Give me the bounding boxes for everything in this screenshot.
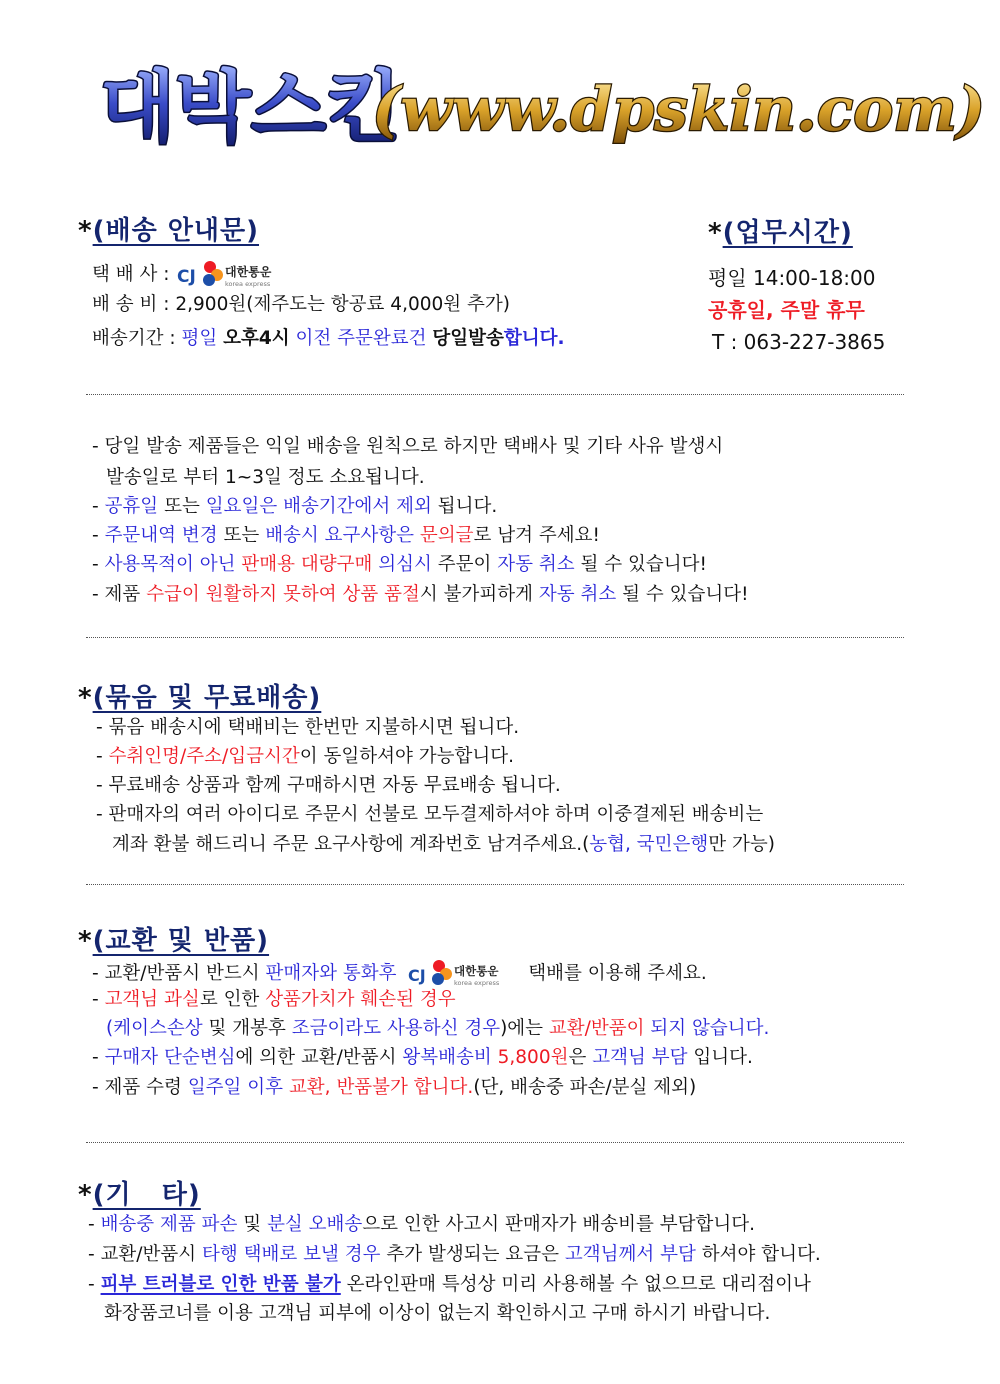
- etc2-customer: 고객님께서 부담: [564, 1244, 696, 1265]
- notice-5: [92, 582, 749, 608]
- etc3-no-return: 피부 트러블로 인한 반품 불가: [100, 1274, 341, 1295]
- bundle-title: [78, 677, 321, 714]
- ex2-fault: 고객님 과실: [104, 989, 200, 1010]
- exchange-title: [78, 920, 269, 957]
- fee-label: 배 송 비 :: [92, 294, 170, 315]
- title-star: *: [78, 683, 93, 713]
- title-star: *: [78, 1180, 93, 1210]
- bundle-refund: 계좌 환불 해드리니 주문 요구사항에 계좌번호 남겨주세요.(: [112, 834, 590, 855]
- business-hours-closed: 공휴일, 주말 휴무: [708, 298, 865, 322]
- etc1-end: 으로 인한 사고시 판매자가 배송비를 부담합니다.: [362, 1214, 756, 1235]
- etc2-extra: 추가 발생되는 요금은: [380, 1244, 565, 1265]
- title-star: *: [708, 218, 723, 248]
- business-hours-title: [708, 212, 853, 249]
- notice-1b: 발송일로 부터 1~3일 정도 소요됩니다.: [106, 467, 425, 488]
- period-complete: 주문완료건: [337, 328, 427, 349]
- cj-logo: [175, 258, 295, 292]
- business-hours-title-text: (업무시간): [722, 218, 853, 248]
- cj-petal-blue: [432, 973, 444, 985]
- divider: [86, 394, 904, 395]
- ex3-case: (케이스손상: [106, 1018, 203, 1039]
- brand-logo-graphic: [0, 52, 1000, 162]
- notice-4: [92, 552, 707, 578]
- n4-auto-cancel: 자동 취소: [497, 554, 575, 575]
- n3-request: 배송시 요구사항은: [265, 525, 420, 546]
- period-weekday: 평일: [181, 328, 218, 349]
- ex4-by: 에 의한 교환/반품시: [235, 1047, 403, 1068]
- etc2-end: 하셔야 합니다.: [695, 1244, 821, 1265]
- etc-title-text: (기 타): [92, 1180, 201, 1210]
- bundle-1: - 묶음 배송시에 택배비는 한번만 지불하시면 됩니다.: [96, 717, 520, 738]
- business-hours-weekday: 평일 14:00-18:00: [708, 266, 876, 290]
- n4-order: 주문이: [431, 554, 498, 575]
- cj-name: 대한통운: [225, 265, 272, 279]
- n5-product: - 제품: [92, 584, 147, 605]
- dash: -: [92, 554, 105, 575]
- title-star: *: [78, 216, 93, 246]
- etc-2: [88, 1242, 821, 1268]
- n5-soldout: 상품 품절: [342, 584, 420, 605]
- ex3-used: 조금이라도 사용하신 경우: [291, 1018, 501, 1039]
- n3-end: 로 남겨 주세요!: [473, 525, 600, 546]
- period-end: 합니다.: [503, 328, 565, 349]
- shipping-title: [78, 210, 259, 247]
- ex5-nope: 교환, 반품불가 합니다.: [288, 1077, 474, 1098]
- notice-3: [92, 523, 600, 549]
- cj-logo: [406, 957, 518, 991]
- courier-line: [92, 258, 295, 292]
- dash: -: [88, 1214, 101, 1235]
- brand-name: 대박스킨: [100, 63, 402, 153]
- cj-mark: CJ: [177, 267, 197, 287]
- exchange-4: [92, 1045, 753, 1071]
- period-before: 이전: [295, 328, 332, 349]
- etc-4: 화장품코너를 이용 고객님 피부에 이상이 없는지 확인하시고 구매 하시기 바랍니다.: [104, 1303, 771, 1324]
- fee-value: 2,900원(제주도는 항공료 4,000원 추가): [175, 294, 510, 315]
- dash: -: [92, 1047, 105, 1068]
- ex1-call: 판매자와 통화후: [265, 963, 397, 984]
- n2-holiday: 공휴일: [104, 496, 159, 517]
- exchange-5: [92, 1075, 696, 1101]
- fee-line: [92, 292, 510, 318]
- ex5-week: 일주일 이후: [187, 1077, 289, 1098]
- ex1-end: 택배를 이용해 주세요.: [522, 963, 707, 984]
- ex1-start: - 교환/반품시 반드시: [92, 963, 266, 984]
- n4-not-purpose: 사용목적이 아닌: [104, 554, 242, 575]
- n5-end: 될 수 있습니다!: [616, 584, 749, 605]
- cj-name: 대한통운: [454, 964, 499, 978]
- ex4-change-mind: 구매자 단순변심: [104, 1047, 236, 1068]
- notice-1a: - 당일 발송 제품들은 익일 배송을 원칙으로 하지만 택배사 및 기타 사유 발생시: [92, 436, 724, 457]
- period-sameday: 당일발송: [432, 328, 504, 349]
- etc1-and: 및: [237, 1214, 268, 1235]
- etc1-damage: 배송중 제품 파손: [100, 1214, 238, 1235]
- divider: [86, 1142, 904, 1143]
- cj-sub: korea express: [454, 979, 500, 987]
- n5-auto-cancel: 자동 취소: [538, 584, 617, 605]
- period-time: 오후4시: [223, 328, 290, 349]
- n3-or: 또는: [217, 525, 266, 546]
- ex4-amount: 5,800원: [497, 1047, 569, 1068]
- n2-or: 또는: [158, 496, 206, 517]
- n5-supply: 수급이 원활하지 못하여: [146, 584, 343, 605]
- exchange-title-text: (교환 및 반품): [92, 926, 270, 956]
- etc1-lost: 분실 오배송: [267, 1214, 363, 1235]
- title-star: *: [78, 926, 93, 956]
- n3-order-change: 주문내역 변경: [104, 525, 218, 546]
- ex5-start: - 제품 수령: [92, 1077, 188, 1098]
- etc2-start: - 교환/반품시: [88, 1244, 203, 1265]
- business-hours-phone: T : 063-227-3865: [712, 330, 886, 354]
- bundle-4a: - 판매자의 여러 아이디로 주문시 선불로 모두결제하셔야 하며 이중결제된 배송비는: [96, 804, 764, 825]
- n4-bulk: 판매용 대량구매: [241, 554, 373, 575]
- period-label: 배송기간 :: [92, 328, 176, 349]
- notice-2: [92, 494, 497, 520]
- bundle-same: 이 동일하셔야 가능합니다.: [299, 746, 514, 767]
- ex3-open: 및 개봉후: [202, 1018, 292, 1039]
- ex4-end: 입니다.: [687, 1047, 753, 1068]
- brand-logo: [0, 52, 1000, 162]
- bundle-only: 만 가능): [708, 834, 776, 855]
- ex2-by: 로 인한: [199, 989, 266, 1010]
- shipping-title-text: (배송 안내문): [92, 216, 260, 246]
- bundle-banks: 농협, 국민은행: [589, 834, 709, 855]
- exchange-3: [106, 1016, 769, 1042]
- n4-suspect: 의심시: [372, 554, 432, 575]
- etc-3: [88, 1272, 811, 1298]
- ex4-roundtrip: 왕복배송비: [402, 1047, 498, 1068]
- dash: -: [92, 989, 105, 1010]
- ex5-except: (단, 배송중 파손/분실 제외): [473, 1077, 697, 1098]
- n3-inquiry: 문의글: [419, 525, 474, 546]
- n2-end: 됩니다.: [431, 496, 498, 517]
- bundle-3: - 무료배송 상품과 함께 구매하시면 자동 무료배송 됩니다.: [96, 775, 561, 796]
- dash: -: [92, 525, 105, 546]
- bundle-4b: [112, 832, 775, 858]
- cj-mark: CJ: [408, 966, 427, 985]
- bundle-2: [96, 744, 514, 770]
- divider: [86, 637, 904, 638]
- n5-unavoidable: 시 불가피하게: [419, 584, 539, 605]
- exchange-1: [92, 957, 707, 991]
- brand-url: (www.dpskin.com): [372, 75, 986, 145]
- divider: [86, 884, 904, 885]
- ex3-not: 되지 않습니다.: [644, 1018, 770, 1039]
- dash: -: [92, 496, 105, 517]
- exchange-2: [92, 987, 456, 1013]
- ex4-customer: 고객님 부담: [592, 1047, 688, 1068]
- n2-sunday: 일요일은 배송기간에서 제외: [205, 496, 432, 517]
- bundle-recipient: 수취인명/주소/입금시간: [108, 746, 300, 767]
- ex4-is: 은: [568, 1047, 593, 1068]
- cj-sub: korea express: [225, 280, 271, 288]
- ex2-damaged: 상품가치가 훼손된 경우: [265, 989, 456, 1010]
- cj-petal-blue: [203, 274, 215, 286]
- courier-label: 택 배 사 :: [92, 264, 170, 285]
- ex3-exchange: 교환/반품이: [548, 1018, 645, 1039]
- dash: -: [88, 1274, 101, 1295]
- ex3-then: )에는: [500, 1018, 549, 1039]
- dash: -: [96, 746, 109, 767]
- n4-end: 될 수 있습니다!: [574, 554, 707, 575]
- etc2-other-courier: 타행 택배로 보낼 경우: [202, 1244, 381, 1265]
- etc-title: [78, 1174, 201, 1211]
- bundle-title-text: (묶음 및 무료배송): [92, 683, 322, 713]
- etc-1: [88, 1212, 755, 1238]
- etc3-online: 온라인판매 특성상 미리 사용해볼 수 없으므로 대리점이나: [340, 1274, 811, 1295]
- period-line: [92, 326, 565, 352]
